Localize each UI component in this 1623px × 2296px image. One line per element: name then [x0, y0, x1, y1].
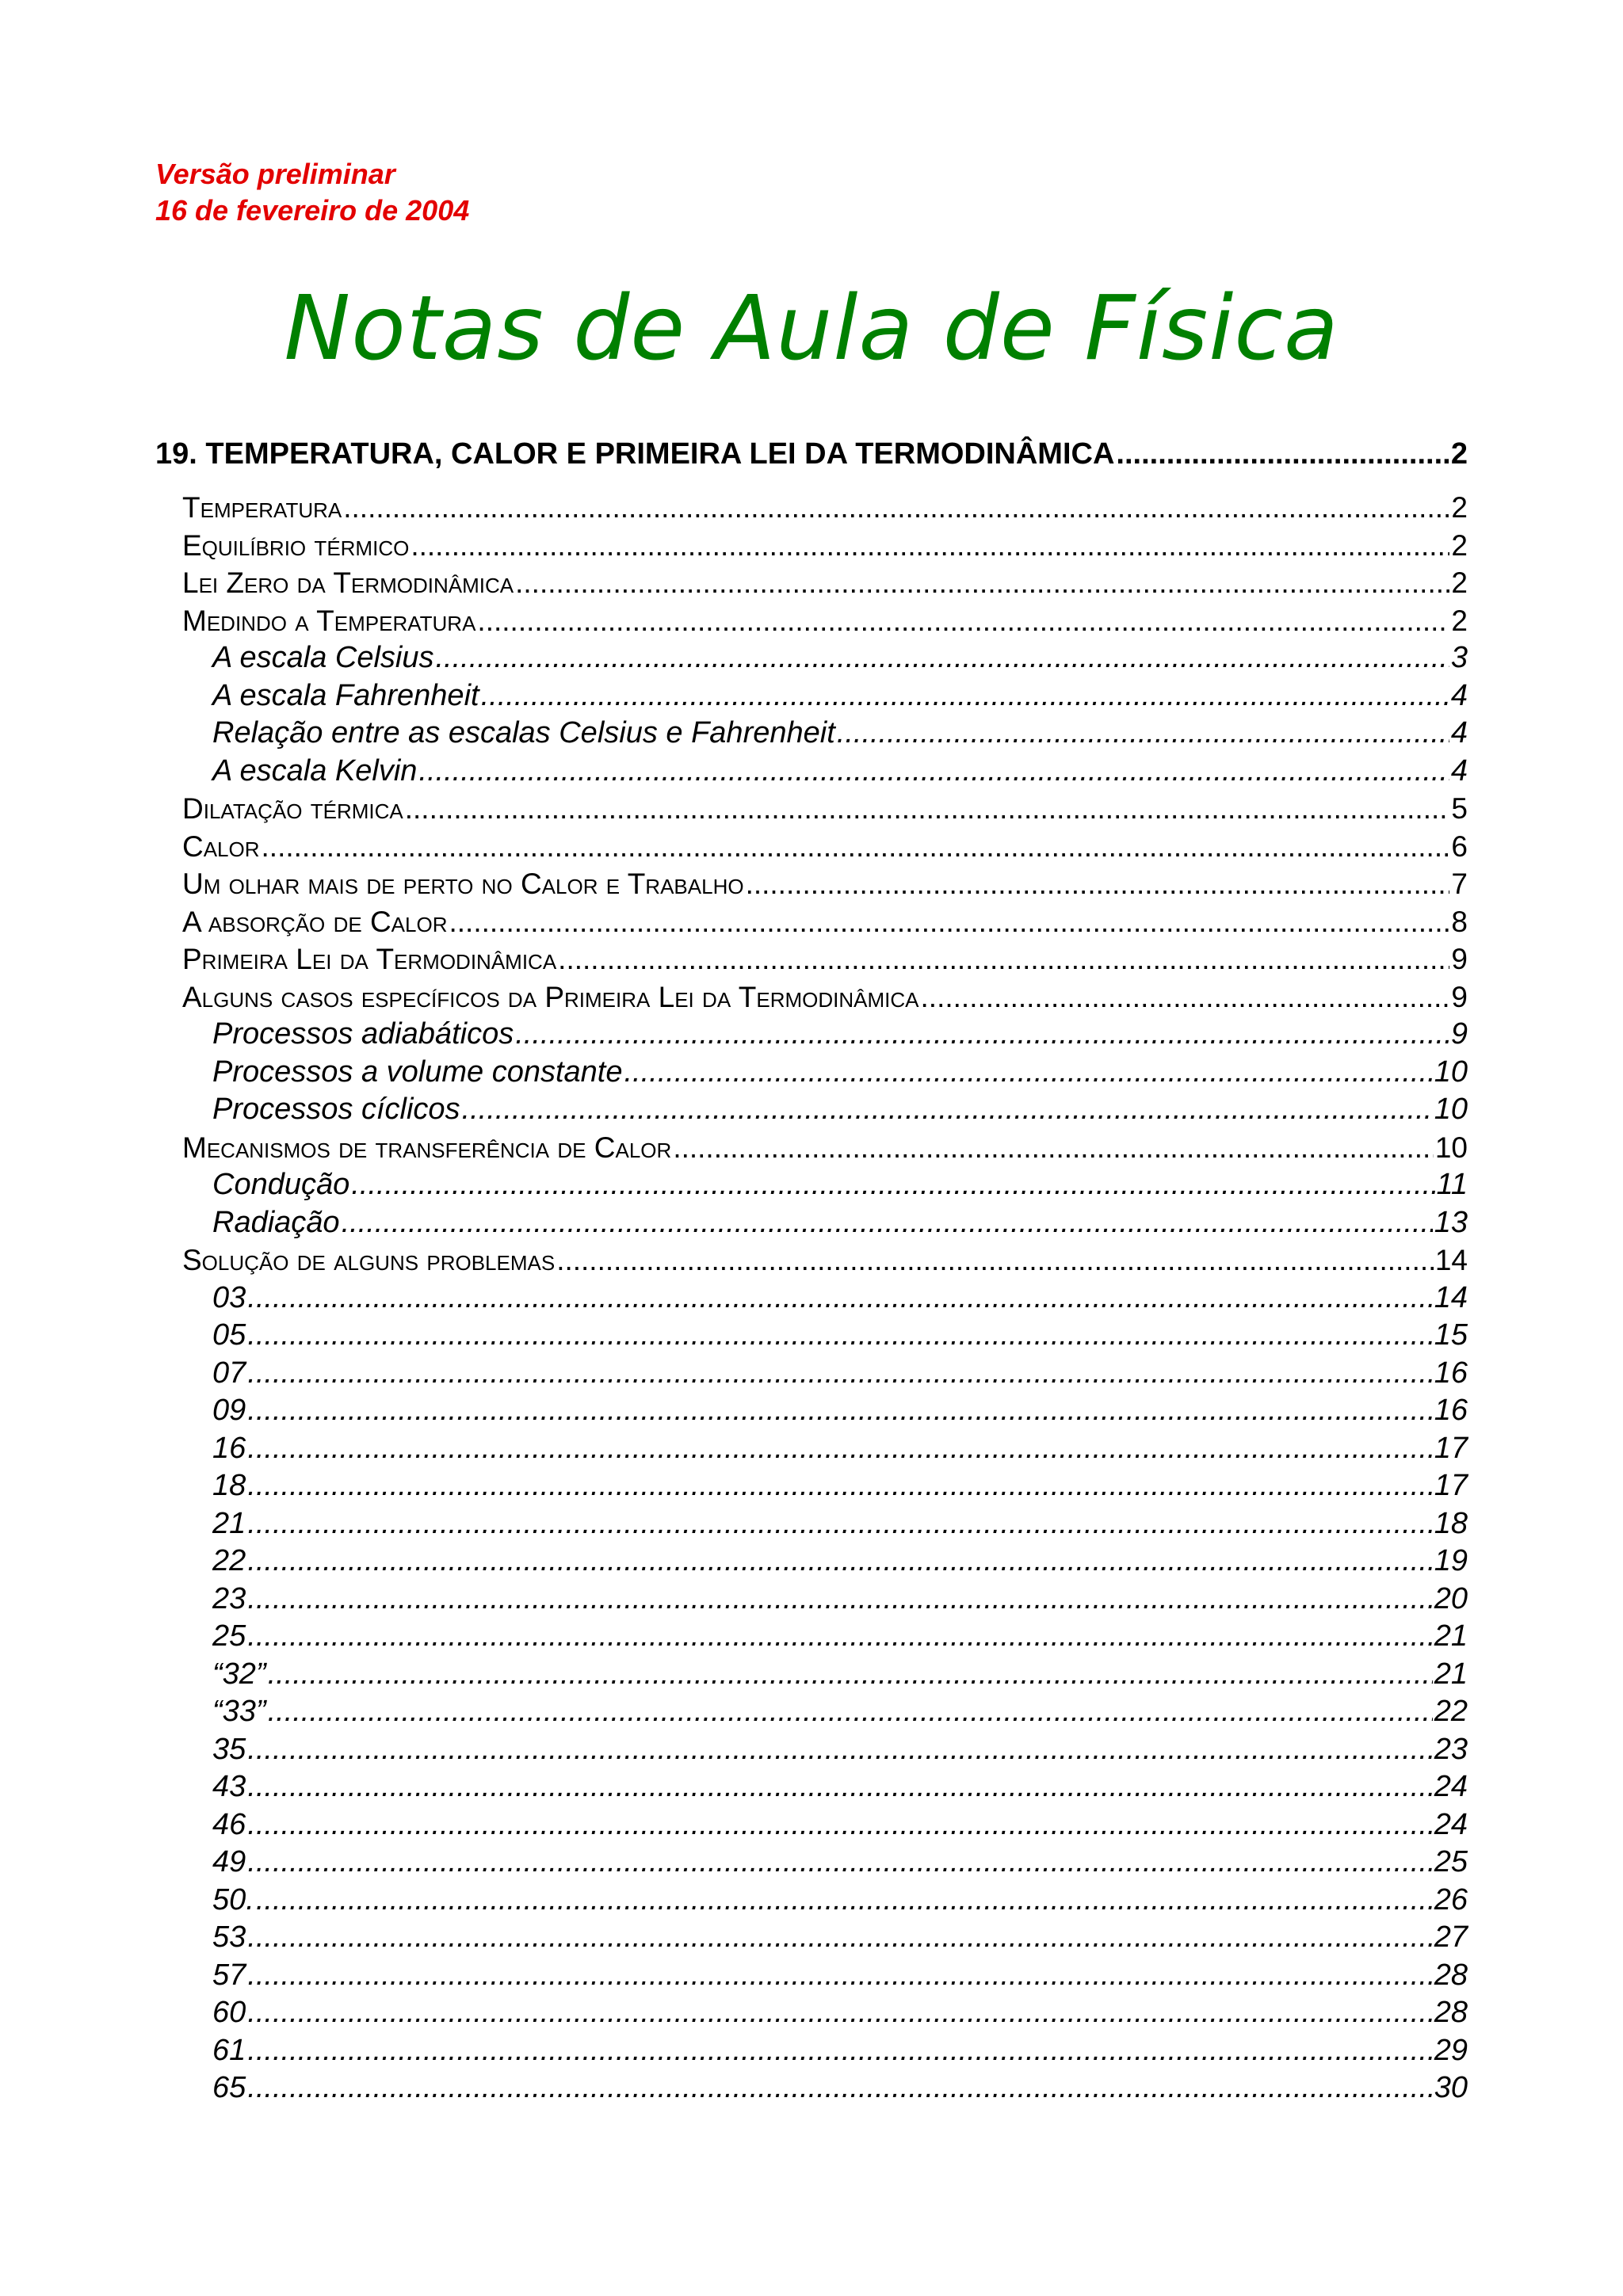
- toc-entry[interactable]: [155, 1129, 1468, 1167]
- toc-dot-leader: [342, 1204, 1433, 1242]
- toc-entry-page: 7: [1451, 868, 1468, 900]
- toc-entry[interactable]: [155, 1392, 1468, 1430]
- toc-entry-page: 28: [1434, 1958, 1468, 1992]
- toc-entry-page: 13: [1434, 1205, 1468, 1239]
- toc-entry[interactable]: [155, 1467, 1468, 1505]
- toc-entry-label: Mecanismos de transferência de Calor: [182, 1131, 672, 1164]
- toc-dot-leader: [351, 1166, 1434, 1204]
- toc-entry-label: A escala Kelvin: [212, 753, 418, 788]
- toc-entry[interactable]: [155, 1430, 1468, 1468]
- toc-entry-page: 2: [1451, 491, 1468, 524]
- toc-entry[interactable]: [155, 2069, 1468, 2107]
- toc-entry[interactable]: [155, 1241, 1468, 1280]
- toc-entry[interactable]: [155, 1280, 1468, 1318]
- toc-dot-leader: [746, 865, 1450, 903]
- toc-entry-label: 57: [212, 1958, 246, 1992]
- toc-entry[interactable]: [155, 1693, 1468, 1731]
- toc-entry[interactable]: [155, 1768, 1468, 1806]
- toc-entry-label: 05: [212, 1318, 246, 1352]
- toc-entry[interactable]: [155, 1806, 1468, 1844]
- date-line: 16 de fevereiro de 2004: [155, 194, 470, 227]
- toc-dot-leader: [256, 1882, 1433, 1920]
- toc-entry-label: 23: [212, 1581, 246, 1615]
- toc-entry-label: Medindo a Temperatura: [182, 604, 476, 637]
- toc-entry[interactable]: [155, 2032, 1468, 2070]
- toc-entry-label: Radiação: [212, 1205, 340, 1239]
- toc-entry-label: Processos adiabáticos: [212, 1017, 514, 1051]
- toc-entry[interactable]: [155, 489, 1468, 527]
- toc-dot-leader: [558, 940, 1449, 978]
- toc-entry-label: 16: [212, 1431, 246, 1465]
- toc-entry-page: 6: [1451, 830, 1468, 863]
- toc-entry-label: Processos a volume constante: [212, 1055, 623, 1089]
- toc-entry[interactable]: [155, 940, 1468, 978]
- toc-entry-label: Equilíbrio térmico: [182, 528, 410, 562]
- toc-entry-page: 17: [1434, 1431, 1468, 1465]
- toc-entry-label: 46: [212, 1807, 246, 1841]
- toc-entry[interactable]: [155, 564, 1468, 602]
- toc-entry[interactable]: [155, 1731, 1468, 1769]
- toc-entry-label: Condução: [212, 1168, 350, 1201]
- toc-dot-leader: [247, 1994, 1432, 2032]
- toc-entry-page: 27: [1434, 1920, 1468, 1954]
- toc-dot-leader: [247, 2069, 1432, 2107]
- toc-dot-leader: [405, 790, 1450, 828]
- table-of-contents: [155, 432, 1468, 2107]
- toc-entry-page: 24: [1434, 1770, 1468, 1803]
- toc-entry-page: 10: [1434, 1131, 1468, 1164]
- toc-dot-leader: [247, 1392, 1432, 1430]
- toc-entry-label: Relação entre as escalas Celsius e Fahrenheit: [212, 716, 835, 749]
- toc-entry-page: 15: [1434, 1318, 1468, 1352]
- toc-entry-page: 8: [1451, 905, 1468, 938]
- toc-entry-label: Temperatura: [182, 491, 342, 524]
- toc-entry-page: 5: [1451, 792, 1468, 825]
- toc-entry-page: 26: [1434, 1882, 1468, 1917]
- toc-entry-page: 16: [1434, 1356, 1468, 1390]
- toc-dot-leader: [436, 639, 1449, 677]
- toc-entry-page: 14: [1434, 1244, 1468, 1276]
- toc-entry-page: 23: [1434, 1732, 1468, 1766]
- toc-dot-leader: [247, 1543, 1432, 1581]
- toc-entry-label: “32”: [212, 1657, 266, 1691]
- toc-entry-page: 19: [1434, 1544, 1468, 1577]
- toc-dot-leader: [268, 1693, 1433, 1731]
- toc-entry-label: 65: [212, 2071, 246, 2104]
- toc-dot-leader: [247, 2032, 1432, 2070]
- toc-entry[interactable]: [155, 432, 1468, 489]
- toc-dot-leader: [247, 1430, 1432, 1468]
- toc-dot-leader: [247, 1317, 1432, 1355]
- toc-entry-page: 25: [1434, 1845, 1468, 1878]
- toc-dot-leader: [247, 1467, 1432, 1505]
- toc-entry-page: 18: [1434, 1506, 1468, 1540]
- toc-entry-label: “33”: [212, 1695, 266, 1728]
- toc-entry[interactable]: [155, 1054, 1468, 1092]
- toc-entry-page: 10: [1434, 1093, 1468, 1126]
- version-note: [155, 156, 469, 229]
- toc-entry[interactable]: [155, 1543, 1468, 1581]
- toc-entry[interactable]: [155, 1166, 1468, 1204]
- toc-dot-leader: [462, 1091, 1433, 1129]
- toc-dot-leader: [673, 1129, 1434, 1167]
- toc-entry-label: 60: [212, 1996, 246, 2029]
- toc-dot-leader: [247, 1618, 1432, 1656]
- toc-dot-leader: [556, 1241, 1434, 1280]
- toc-entry-label: Dilatação térmica: [182, 792, 403, 825]
- toc-entry[interactable]: [155, 1505, 1468, 1543]
- toc-entry[interactable]: [155, 527, 1468, 565]
- toc-entry-label: 61: [212, 2033, 246, 2067]
- toc-entry-label: Solução de alguns problemas: [182, 1244, 556, 1276]
- version-line: Versão preliminar: [155, 158, 395, 190]
- toc-entry[interactable]: [155, 1091, 1468, 1129]
- toc-entry-page: 17: [1434, 1469, 1468, 1502]
- toc-entry-page: 2: [1451, 604, 1468, 637]
- toc-dot-leader: [837, 715, 1449, 753]
- toc-entry-label: 35: [212, 1732, 246, 1766]
- toc-dot-leader: [449, 903, 1449, 941]
- toc-entry-page: 20: [1434, 1581, 1468, 1615]
- toc-entry-page: 21: [1434, 1657, 1468, 1691]
- toc-entry-label: Primeira Lei da Termodinâmica: [182, 943, 557, 975]
- toc-entry[interactable]: [155, 1957, 1468, 1995]
- toc-entry[interactable]: [155, 1656, 1468, 1694]
- toc-dot-leader: [247, 1806, 1432, 1844]
- document-title: Notas de Aula de Física: [284, 277, 1339, 380]
- toc-entry-label: 18: [212, 1469, 246, 1502]
- toc-entry-page: 9: [1451, 980, 1468, 1013]
- toc-entry[interactable]: [155, 677, 1468, 715]
- toc-entry-label: A escala Fahrenheit: [212, 678, 479, 712]
- toc-entry[interactable]: [155, 1317, 1468, 1355]
- toc-entry-page: 4: [1450, 753, 1468, 788]
- toc-dot-leader: [247, 1280, 1432, 1318]
- toc-entry-page: 11: [1436, 1168, 1468, 1201]
- toc-entry-label: 43: [212, 1770, 246, 1803]
- toc-dot-leader: [268, 1656, 1433, 1694]
- toc-entry-page: 9: [1450, 1017, 1468, 1051]
- toc-entry[interactable]: [155, 715, 1468, 753]
- toc-entry[interactable]: [155, 865, 1468, 903]
- toc-entry-label: Processos cíclicos: [212, 1093, 460, 1126]
- toc-entry[interactable]: [155, 1204, 1468, 1242]
- toc-dot-leader: [343, 489, 1449, 527]
- toc-entry[interactable]: [155, 1618, 1468, 1656]
- toc-entry-label: 19. TEMPERATURA, CALOR E PRIMEIRA LEI DA TERMODINÂMICA: [155, 437, 1115, 471]
- toc-dot-leader: [515, 1016, 1449, 1054]
- toc-entry[interactable]: [155, 753, 1468, 791]
- toc-entry-page: 14: [1434, 1280, 1468, 1314]
- toc-entry-page: 2: [1451, 566, 1468, 599]
- toc-dot-leader: [247, 1581, 1432, 1619]
- toc-entry-page: 2: [1450, 437, 1468, 471]
- toc-dot-leader: [411, 527, 1449, 565]
- toc-entry-label: 09: [212, 1394, 246, 1427]
- toc-entry-label: 03: [212, 1280, 246, 1314]
- toc-entry[interactable]: [155, 639, 1468, 677]
- toc-entry[interactable]: [155, 828, 1468, 866]
- toc-entry-label: 49: [212, 1845, 246, 1878]
- toc-dot-leader: [247, 1355, 1432, 1393]
- toc-entry[interactable]: [155, 1844, 1468, 1882]
- toc-entry-page: 4: [1450, 716, 1468, 749]
- toc-dot-leader: [418, 753, 1449, 791]
- toc-entry[interactable]: [155, 602, 1468, 640]
- toc-entry-label: 25: [212, 1619, 246, 1653]
- toc-entry-page: 22: [1434, 1695, 1468, 1728]
- toc-dot-leader: [247, 1844, 1432, 1882]
- toc-entry-label: Um olhar mais de perto no Calor e Trabalho: [182, 868, 744, 900]
- toc-dot-leader: [262, 828, 1450, 866]
- toc-entry-page: 21: [1434, 1619, 1468, 1653]
- toc-entry[interactable]: [155, 978, 1468, 1016]
- toc-dot-leader: [1116, 432, 1449, 476]
- toc-entry[interactable]: [155, 790, 1468, 828]
- toc-dot-leader: [247, 1731, 1432, 1769]
- toc-entry-page: 28: [1434, 1996, 1468, 2029]
- toc-entry-label: Lei Zero da Termodinâmica: [182, 566, 514, 599]
- toc-dot-leader: [247, 1919, 1432, 1957]
- toc-entry[interactable]: [155, 1882, 1468, 1920]
- toc-entry[interactable]: [155, 1581, 1468, 1619]
- toc-entry-label: 53: [212, 1920, 246, 1954]
- toc-entry-label: Alguns casos específicos da Primeira Lei da Termodinâmica: [182, 980, 919, 1013]
- toc-entry-label: A absorção de Calor: [182, 905, 448, 938]
- toc-entry[interactable]: [155, 1994, 1468, 2032]
- toc-entry-page: 2: [1451, 528, 1468, 562]
- toc-entry-page: 29: [1434, 2033, 1468, 2067]
- toc-dot-leader: [247, 1957, 1432, 1995]
- toc-dot-leader: [624, 1054, 1433, 1092]
- toc-entry-page: 10: [1434, 1055, 1468, 1089]
- toc-dot-leader: [247, 1505, 1432, 1543]
- toc-dot-leader: [481, 677, 1449, 715]
- toc-entry-label: 21: [212, 1506, 246, 1540]
- toc-entry-label: Calor: [182, 830, 260, 863]
- toc-dot-leader: [477, 602, 1449, 640]
- toc-entry-page: 3: [1450, 641, 1468, 674]
- toc-entry[interactable]: [155, 1016, 1468, 1054]
- toc-dot-leader: [515, 564, 1449, 602]
- toc-entry-page: 24: [1434, 1807, 1468, 1841]
- toc-entry[interactable]: [155, 903, 1468, 941]
- toc-dot-leader: [921, 978, 1450, 1016]
- toc-entry[interactable]: [155, 1355, 1468, 1393]
- toc-entry-page: 16: [1434, 1394, 1468, 1427]
- toc-entry-label: 22: [212, 1544, 246, 1577]
- toc-entry-page: 30: [1434, 2071, 1468, 2104]
- toc-entry-page: 9: [1451, 943, 1468, 975]
- toc-entry-label: 07: [212, 1356, 246, 1390]
- toc-entry-label: A escala Celsius: [212, 641, 434, 674]
- toc-entry-label: 50.: [212, 1882, 254, 1917]
- toc-entry[interactable]: [155, 1919, 1468, 1957]
- toc-entry-page: 4: [1450, 678, 1468, 712]
- toc-dot-leader: [247, 1768, 1432, 1806]
